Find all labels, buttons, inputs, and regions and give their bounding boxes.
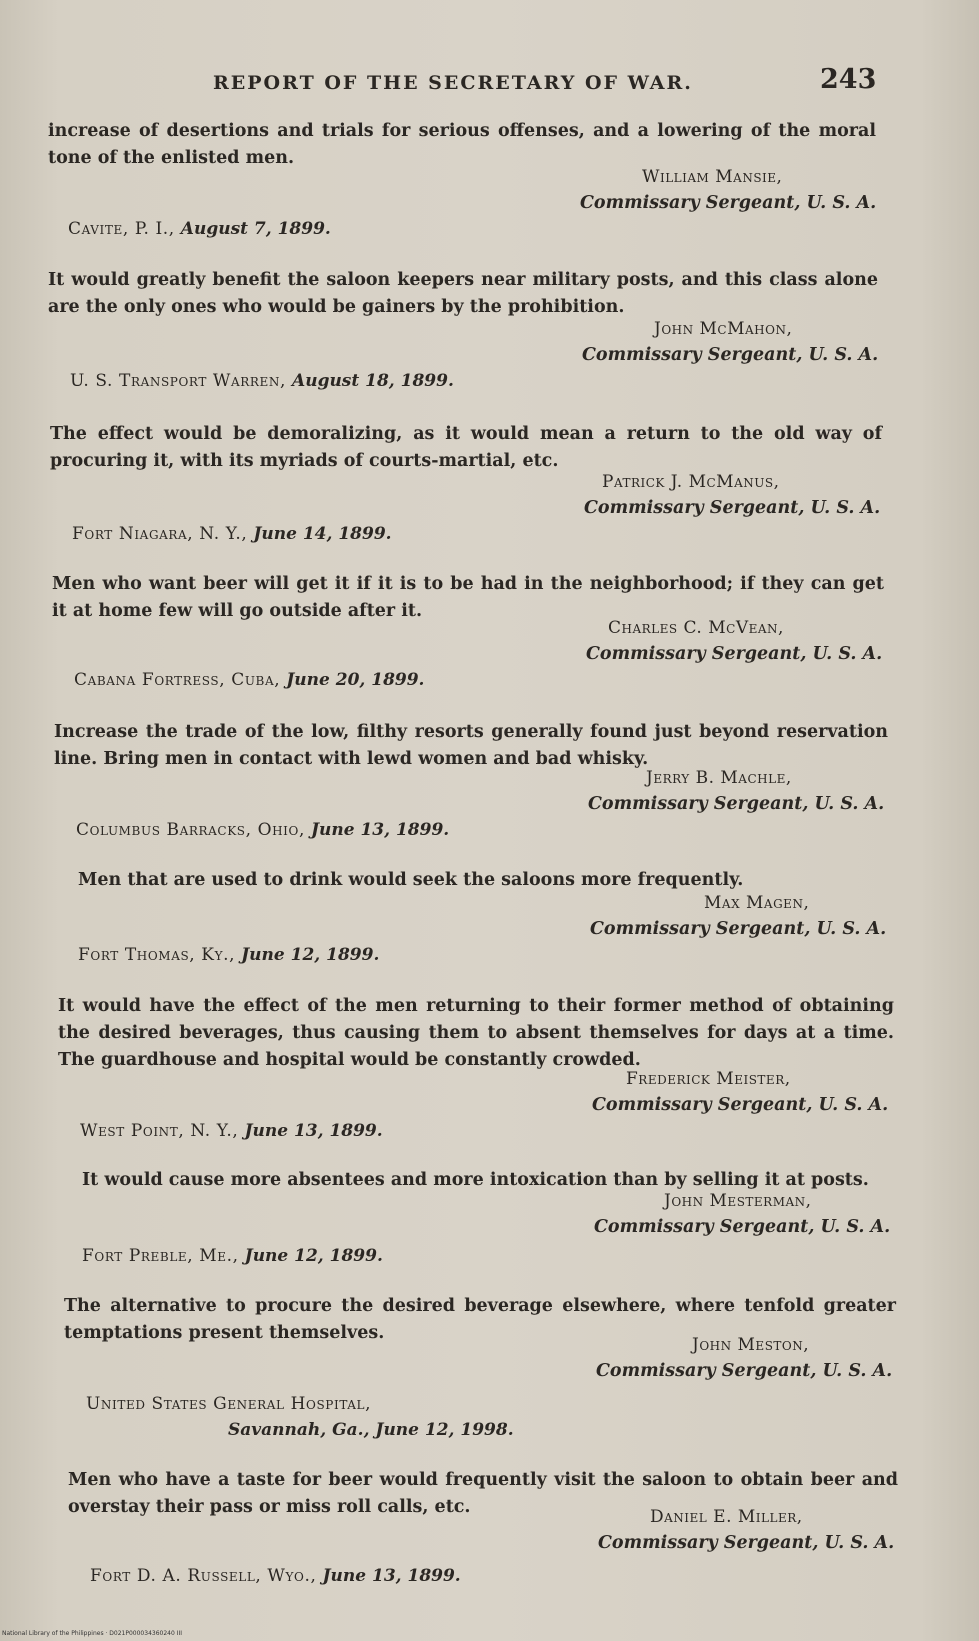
page-number: 243	[820, 64, 877, 95]
signatory-rank: Commissary Sergeant, U. S. A.	[590, 919, 887, 939]
place-date	[78, 945, 379, 965]
running-header	[0, 64, 979, 104]
signatory-name: Daniel E. Miller,	[650, 1507, 803, 1527]
signatory-name: John Meston,	[692, 1335, 810, 1355]
signatory-name: Patrick J. McManus,	[602, 472, 780, 492]
entry-text: Men who want beer will get it if it is to be had in the neighborhood; if they can get it at home few will go outside after it.	[52, 574, 884, 621]
place-date	[76, 820, 449, 840]
signatory-rank: Commissary Sergeant, U. S. A.	[586, 644, 883, 664]
signatory-rank: Commissary Sergeant, U. S. A.	[592, 1095, 889, 1115]
place-date	[70, 371, 454, 391]
date: June 12, 1899.	[244, 1246, 383, 1266]
signatory-rank: Commissary Sergeant, U. S. A.	[580, 193, 877, 213]
signatory-name: John Mesterman,	[664, 1191, 812, 1211]
entry-text: It would have the effect of the men returning to their former method of obtaining the desired beverages, thus causing them to absent themselves for days at a time. The guardhouse and hospital would be constantly crowded.	[58, 996, 894, 1070]
entry-text: increase of desertions and trials for serious offenses, and a lowering of the moral tone of the enlisted men.	[48, 121, 876, 168]
place-date	[68, 219, 331, 239]
date: June 14, 1899.	[253, 524, 392, 544]
date: June 12, 1899.	[241, 945, 380, 965]
signatory-name: William Mansie,	[642, 167, 783, 187]
place: Fort Thomas, Ky.,	[78, 945, 236, 965]
place-date	[72, 524, 392, 544]
place-date	[74, 670, 424, 690]
place: Fort Preble, Me.,	[82, 1246, 239, 1266]
signatory-rank: Commissary Sergeant, U. S. A.	[584, 498, 881, 518]
place: Cavite, P. I.,	[68, 219, 175, 239]
date: June 20, 1899.	[286, 670, 425, 690]
signatory-name: Jerry B. Machle,	[646, 768, 792, 788]
date: August 18, 1899.	[292, 371, 454, 391]
running-title: REPORT OF THE SECRETARY OF WAR.	[213, 72, 693, 94]
signatory-name: John McMahon,	[654, 319, 793, 339]
place-date: Savannah, Ga., June 12, 1998.	[228, 1420, 514, 1440]
date: August 7, 1899.	[180, 219, 331, 239]
signatory-name: Frederick Meister,	[626, 1069, 791, 1089]
scan-footer: National Library of the Philippines · D021P000034360240 III	[2, 1630, 183, 1637]
place-date	[80, 1121, 383, 1141]
place: Columbus Barracks, Ohio,	[76, 820, 305, 840]
signatory-name: Max Magen,	[704, 893, 810, 913]
place: West Point, N. Y.,	[80, 1121, 239, 1141]
entry-text: The effect would be demoralizing, as it would mean a return to the old way of procuring it, with its myriads of courts-martial, etc.	[50, 424, 882, 471]
entry-text: Men that are used to drink would seek the saloons more frequently.	[78, 870, 744, 890]
place: U. S. Transport Warren,	[70, 371, 286, 391]
entry-text: It would cause more absentees and more intoxication than by selling it at posts.	[82, 1170, 869, 1190]
place: Cabana Fortress, Cuba,	[74, 670, 281, 690]
date: June 13, 1899.	[322, 1566, 461, 1586]
place: United States General Hospital,	[86, 1394, 372, 1414]
signatory-rank: Commissary Sergeant, U. S. A.	[596, 1361, 893, 1381]
place-date	[90, 1566, 461, 1586]
entry-text: The alternative to procure the desired beverage elsewhere, where tenfold greater temptations present themselves.	[64, 1296, 896, 1343]
entry-text: Increase the trade of the low, filthy resorts generally found just beyond reservation line. Bring men in contact with lewd women and bad whisky.	[54, 722, 888, 769]
signatory-rank: Commissary Sergeant, U. S. A.	[594, 1217, 891, 1237]
date: June 13, 1899.	[310, 820, 450, 840]
place-date	[82, 1246, 383, 1266]
entry-text: It would greatly benefit the saloon keepers near military posts, and this class alone are the only ones who would be gainers by the prohibition.	[48, 270, 878, 317]
date: June 13, 1899.	[244, 1121, 383, 1141]
signatory-rank: Commissary Sergeant, U. S. A.	[588, 794, 885, 814]
place: Fort D. A. Russell, Wyo.,	[90, 1566, 317, 1586]
signatory-name: Charles C. McVean,	[608, 618, 784, 638]
signatory-rank: Commissary Sergeant, U. S. A.	[598, 1533, 895, 1553]
entry-text: Men who have a taste for beer would frequently visit the saloon to obtain beer and overstay their pass or miss roll calls, etc.	[68, 1470, 898, 1517]
signatory-rank: Commissary Sergeant, U. S. A.	[582, 345, 879, 365]
place: Fort Niagara, N. Y.,	[72, 524, 248, 544]
